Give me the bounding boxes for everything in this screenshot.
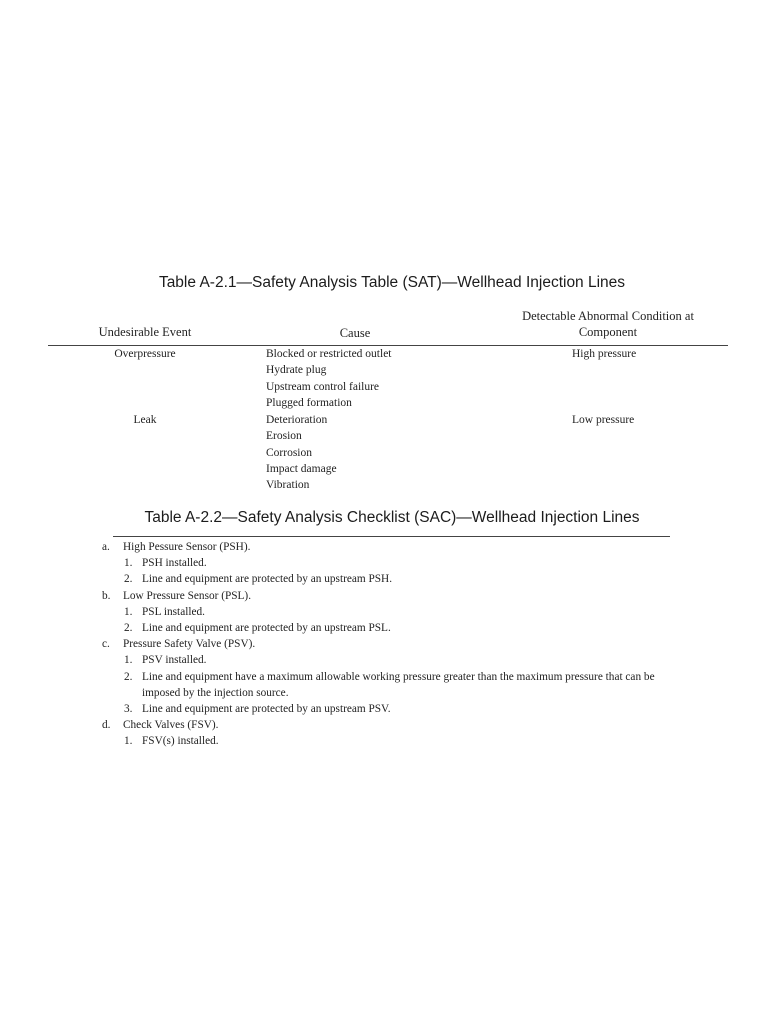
event-leak: Leak: [133, 414, 157, 426]
subitem: [102, 620, 682, 636]
sac-table-title: Table A-2.2—Safety Analysis Checklist (SAC)—Wellhead Injection Lines: [144, 509, 640, 526]
header-cause: Cause: [339, 326, 371, 340]
subitem-number: 1.: [124, 557, 133, 570]
cause-item: Erosion: [266, 430, 302, 443]
subitem-number: 1.: [124, 735, 133, 748]
subitem-text: Line and equipment are protected by an upstream PSV.: [142, 703, 391, 716]
item-letter: b.: [102, 589, 111, 602]
subitem-number: 1.: [124, 605, 133, 618]
item-label: Check Valves (FSV).: [123, 719, 219, 732]
condition-low-pressure: Low pressure: [572, 414, 635, 426]
header-undesirable-event: Undesirable Event: [98, 325, 192, 339]
sat-table-title: Table A-2.1—Safety Analysis Table (SAT)—Wellhead Injection Lines: [158, 274, 626, 291]
cause-item: Blocked or restricted outlet: [266, 348, 392, 360]
subitem: [102, 733, 682, 749]
cause-item: Upstream control failure: [266, 380, 380, 393]
subitem-text: PSV installed.: [142, 654, 207, 667]
cause-item: Deterioration: [266, 414, 328, 426]
subitem: [102, 701, 682, 717]
subitem-text: Line and equipment are protected by an upstream PSL.: [142, 622, 391, 635]
subitem-number: 2.: [124, 622, 133, 635]
item-label: High Pessure Sensor (PSH).: [123, 541, 251, 553]
subitem-text: FSV(s) installed.: [142, 735, 219, 748]
subitem-number: 2.: [124, 573, 133, 586]
checklist-item-psl: [102, 588, 682, 637]
item-letter: d.: [102, 719, 111, 732]
checklist-item-psh: [102, 539, 682, 588]
cause-item: Vibration: [266, 479, 310, 492]
event-overpressure: Overpressure: [114, 348, 176, 360]
subitem-number: 1.: [124, 654, 133, 667]
condition-high-pressure: High pressure: [572, 348, 637, 360]
sac-checklist: [102, 539, 682, 750]
subitem: [102, 652, 682, 668]
checklist-item-psv: [102, 636, 682, 717]
subitem: [102, 571, 682, 587]
sac-divider: [113, 536, 670, 537]
subitem: [102, 555, 682, 571]
header-detectable-condition: Detectable Abnormal Condition at Component: [522, 309, 694, 339]
item-letter: c.: [102, 638, 110, 651]
subitem: [102, 604, 682, 620]
item-letter: a.: [102, 541, 110, 553]
subitem-number: 2.: [124, 670, 133, 683]
causes-leak: [266, 412, 486, 493]
cause-item: Hydrate plug: [266, 364, 327, 377]
subitem-text: PSL installed.: [142, 605, 205, 618]
subitem-text: Line and equipment are protected by an upstream PSH.: [142, 573, 393, 586]
causes-overpressure: [266, 346, 486, 411]
checklist-item-fsv: [102, 717, 682, 749]
cause-item: Corrosion: [266, 446, 312, 459]
item-label: Low Pressure Sensor (PSL).: [123, 589, 252, 602]
subitem-text: PSH installed.: [142, 557, 207, 570]
cause-item: Plugged formation: [266, 396, 352, 409]
cause-item: Impact damage: [266, 462, 337, 475]
subitem-number: 3.: [124, 703, 133, 716]
item-label: Pressure Safety Valve (PSV).: [123, 638, 256, 651]
subitem-text: Line and equipment have a maximum allowable working pressure greater than the maximum pressure that can be imposed by the injection source.: [142, 670, 655, 699]
subitem: [102, 669, 682, 701]
